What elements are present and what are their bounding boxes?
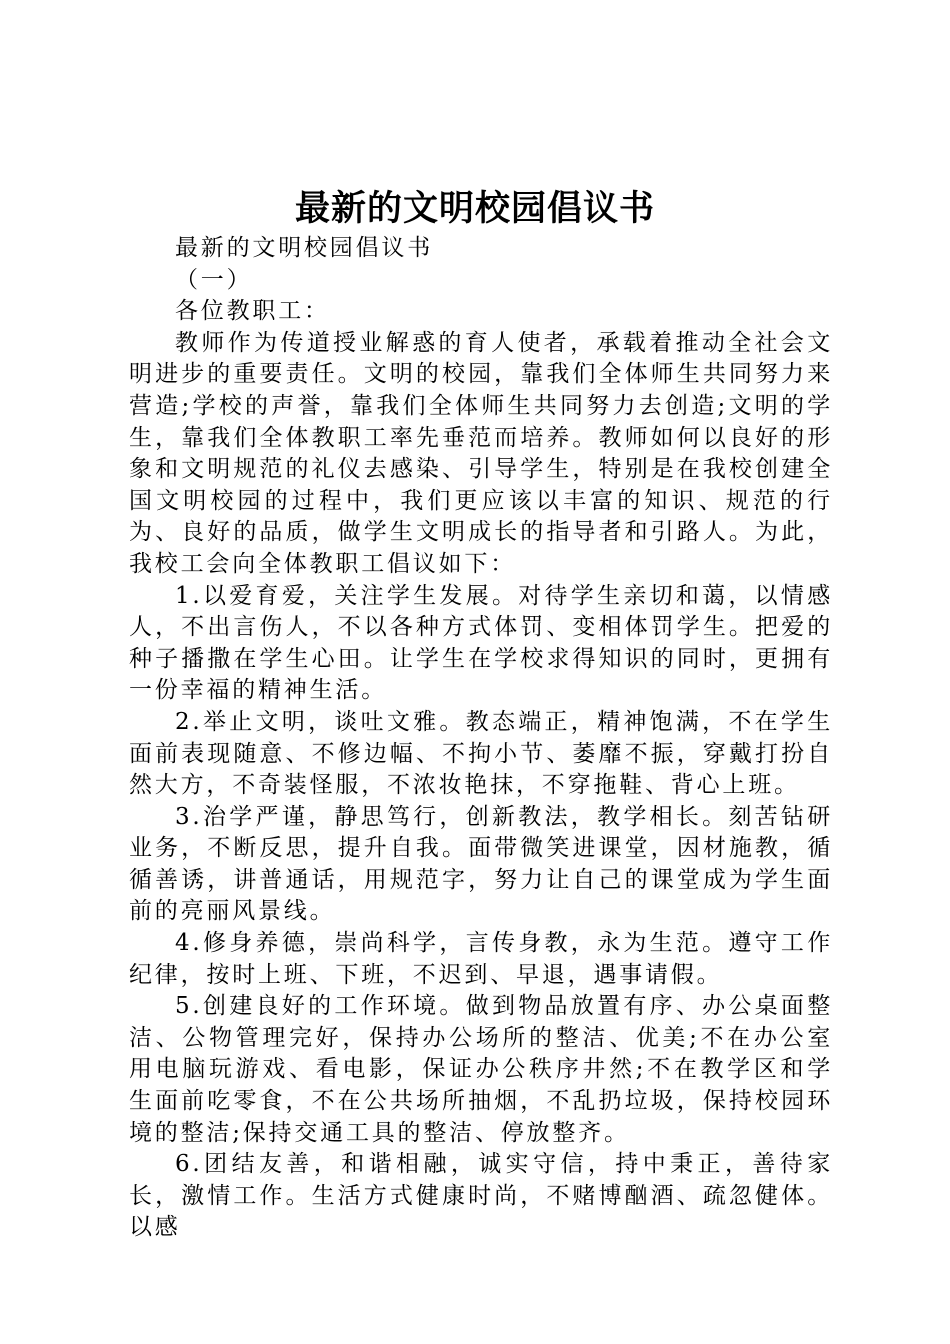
body-paragraph-item-3: 3.治学严谨，静思笃行，创新教法，教学相长。刻苦钻研业务，不断反思，提升自我。面带微笑进课堂，因材施教，循循善诱，讲普通话，用规范字，努力让自己的课堂成为学生面前的亮丽风景线。 — [129, 803, 833, 925]
section-number: （一） — [175, 266, 253, 293]
body-paragraph-item-2: 2.举止文明，谈吐文雅。教态端正，精神饱满，不在学生面前表现随意、不修边幅、不拘小节、萎靡不振，穿戴打扮自然大方，不奇装怪服，不浓妆艳抹，不穿拖鞋、背心上班。 — [129, 708, 833, 799]
body-paragraph-item-5: 5.创建良好的工作环境。做到物品放置有序、办公桌面整洁、公物管理完好，保持办公场所的整洁、优美;不在办公室用电脑玩游戏、看电影，保证办公秩序井然;不在教学区和学生面前吃零食，不在公共场所抽烟，不乱扔垃圾，保持校园环境的整洁;保持交通工具的整洁、停放整齐。 — [129, 993, 833, 1146]
document-subtitle: 最新的文明校园倡议书 — [175, 235, 433, 261]
body-paragraph-item-4: 4.修身养德，崇尚科学，言传身教，永为生范。遵守工作纪律，按时上班、下班，不迟到、早退，遇事请假。 — [129, 930, 833, 988]
document-body — [129, 233, 833, 1244]
body-paragraph-item-6: 6.团结友善，和谐相融，诚实守信，持中秉正，善待家长，激情工作。生活方式健康时尚，不赌博酗酒、疏忽健体。以感 — [129, 1151, 833, 1241]
body-paragraph-item-1: 1.以爱育爱，关注学生发展。对待学生亲切和蔼，以情感人，不出言伤人，不以各种方式体罚、变相体罚学生。把爱的种子播撒在学生心田。让学生在学校求得知识的同时，更拥有一份幸福的精神生活。 — [129, 582, 833, 704]
salutation: 各位教职工： — [175, 298, 330, 325]
document-title: 最新的文明校园倡议书 — [294, 188, 655, 229]
body-paragraph-intro: 教师作为传道授业解惑的育人使者，承载着推动全社会文明进步的重要责任。文明的校园，靠我们全体师生共同努力来营造;学校的声誉，靠我们全体师生共同努力去创造;文明的学生，靠我们全体教职工率先垂范而培养。教师如何以良好的形象和文明规范的礼仪去感染、引导学生，特别是在我校创建全国文明校园的过程中，我们更应该以丰富的知识、规范的行为、良好的品质，做学生文明成长的指导者和引路人。为此，我校工会向全体教职工倡议如下： — [129, 329, 833, 577]
